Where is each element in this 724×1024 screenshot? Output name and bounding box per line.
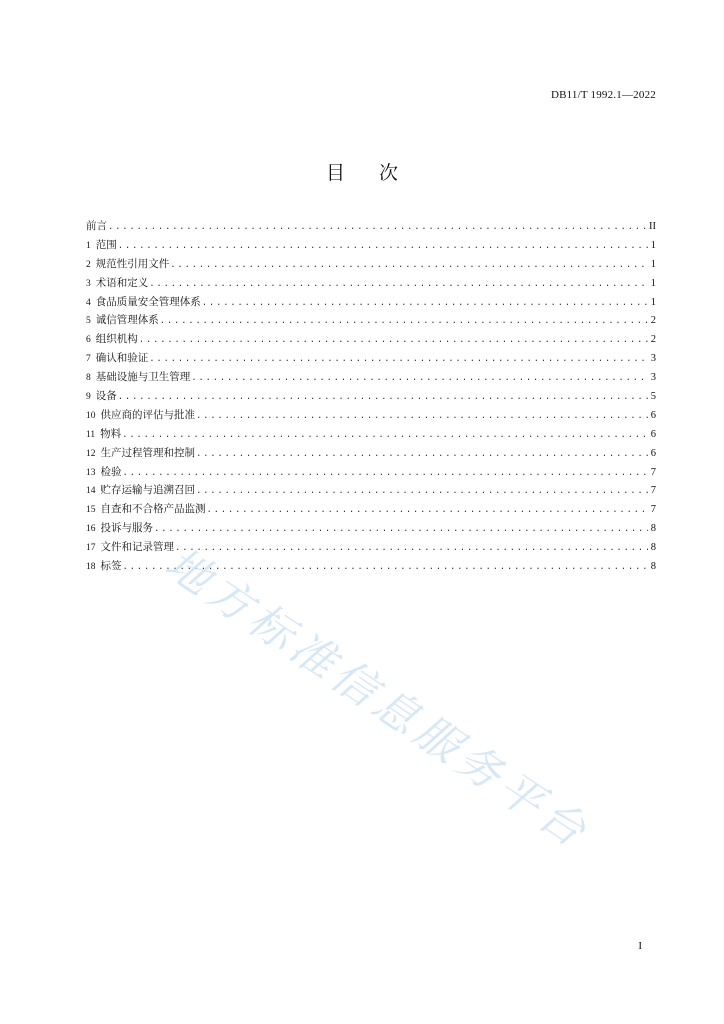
toc-entry-page: 7 [650, 466, 656, 478]
toc-entry-label: 组织机构 [95, 333, 138, 346]
toc-entry-page: 1 [650, 277, 656, 289]
toc-entry-page: 1 [650, 239, 656, 251]
toc-entry[interactable] [86, 482, 656, 501]
toc-entry-page: 5 [650, 391, 656, 403]
toc-entry-number: 9 [86, 392, 91, 403]
toc-entry[interactable] [86, 350, 656, 369]
toc-entry-number: 4 [86, 297, 91, 308]
toc-dot-leader [196, 411, 648, 421]
toc-entry-label: 自查和不合格产品监测 [100, 503, 206, 516]
toc-entry[interactable] [86, 501, 656, 520]
toc-entry-number: 5 [86, 316, 91, 327]
toc-entry[interactable] [86, 275, 656, 294]
toc-entry[interactable] [86, 445, 656, 464]
toc-entry-number: 16 [86, 524, 96, 535]
toc-entry-page: 3 [650, 353, 656, 365]
toc-entry-page: 2 [650, 315, 656, 327]
toc-entry-number: 6 [86, 335, 91, 346]
toc-entry-label: 供应商的评估与批准 [100, 408, 195, 421]
toc-entry-number: 15 [86, 505, 96, 516]
toc-dot-leader [202, 298, 648, 308]
toc-entry-label: 规范性引用文件 [95, 257, 170, 270]
toc-dot-leader [191, 373, 648, 383]
toc-entry-page: 8 [650, 523, 656, 535]
toc-entry-label: 前言 [86, 220, 107, 232]
toc-entry-label: 生产过程管理和控制 [100, 446, 195, 459]
toc-entry[interactable] [86, 539, 656, 558]
toc-entry-label: 文件和记录管理 [100, 541, 174, 554]
toc-dot-leader [118, 392, 648, 402]
toc-dot-leader [149, 354, 648, 364]
toc-entry-page: 7 [650, 485, 656, 497]
toc-dot-leader [123, 468, 648, 478]
toc-dot-leader [154, 524, 648, 534]
toc-entry-number: 1 [86, 240, 91, 251]
toc-entry[interactable] [86, 256, 656, 275]
toc-entry[interactable] [86, 369, 656, 388]
toc-dot-leader [122, 430, 648, 440]
toc-entry-page: 8 [650, 542, 656, 554]
toc-entry-label: 贮存运输与追溯召回 [100, 484, 195, 497]
toc-entry-label: 术语和定义 [95, 276, 149, 289]
toc-entry-number: 18 [86, 562, 96, 573]
toc-entry-page: 3 [650, 372, 656, 384]
toc-entry-label: 范围 [95, 238, 117, 251]
toc-entry-page: 6 [650, 409, 656, 421]
toc-dot-leader [139, 335, 648, 345]
toc-entry-page: 6 [650, 428, 656, 440]
toc-entry-number: 11 [86, 429, 96, 440]
page-number: I [638, 940, 642, 952]
toc-entry-number: 7 [86, 354, 91, 365]
toc-dot-leader [196, 449, 648, 459]
toc-entry[interactable] [86, 464, 656, 483]
toc-dot-leader [123, 562, 648, 572]
toc-entry-label: 基础设施与卫生管理 [95, 371, 191, 384]
toc-entry-label: 检验 [100, 465, 122, 478]
toc-entry-page: 1 [650, 296, 656, 308]
toc-entry[interactable] [86, 388, 656, 407]
toc-entry-number: 14 [86, 486, 96, 497]
toc-entry[interactable] [86, 426, 656, 445]
toc-entry-page: 2 [650, 334, 656, 346]
toc-dot-leader [207, 505, 648, 515]
toc-entry-page: 7 [650, 504, 656, 516]
toc-entry-page: 8 [650, 561, 656, 573]
toc-entry[interactable] [86, 520, 656, 539]
toc-dot-leader [108, 222, 646, 232]
toc-entry-label: 标签 [100, 560, 122, 573]
toc-entry-label: 诚信管理体系 [95, 314, 159, 327]
toc-entry[interactable] [86, 237, 656, 256]
toc-entry-number: 8 [86, 373, 91, 384]
toc-entry-number: 3 [86, 278, 91, 289]
toc-entry[interactable] [86, 294, 656, 313]
toc-entry-label: 物料 [100, 427, 122, 440]
toc-dot-leader [118, 241, 648, 251]
table-of-contents [86, 218, 656, 577]
toc-entry[interactable] [86, 331, 656, 350]
toc-entry-number: 12 [86, 448, 96, 459]
toc-entry-number: 17 [86, 543, 96, 554]
toc-entry-page: 6 [650, 447, 656, 459]
toc-dot-leader [160, 316, 648, 326]
toc-entry[interactable] [86, 312, 656, 331]
toc-entry-label: 食品质量安全管理体系 [95, 295, 201, 308]
toc-dot-leader [196, 486, 648, 496]
toc-entry[interactable] [86, 218, 656, 237]
toc-dot-leader [170, 260, 648, 270]
toc-entry[interactable] [86, 407, 656, 426]
page-title: 目次 [325, 162, 432, 184]
toc-entry-number: 13 [86, 467, 96, 478]
toc-entry-label: 确认和验证 [95, 352, 149, 365]
toc-entry-label: 设备 [95, 390, 117, 403]
toc-entry-number: 2 [86, 259, 91, 270]
toc-entry-page: II [649, 221, 656, 232]
toc-dot-leader [149, 279, 648, 289]
document-code: DB11/T 1992.1—2022 [550, 89, 656, 101]
toc-entry-number: 10 [86, 410, 96, 421]
toc-dot-leader [175, 543, 648, 553]
toc-entry[interactable] [86, 558, 656, 577]
toc-entry-page: 1 [650, 258, 656, 270]
toc-entry-label: 投诉与服务 [100, 522, 153, 535]
watermark: 地方标准信息服务平台 [155, 537, 600, 860]
